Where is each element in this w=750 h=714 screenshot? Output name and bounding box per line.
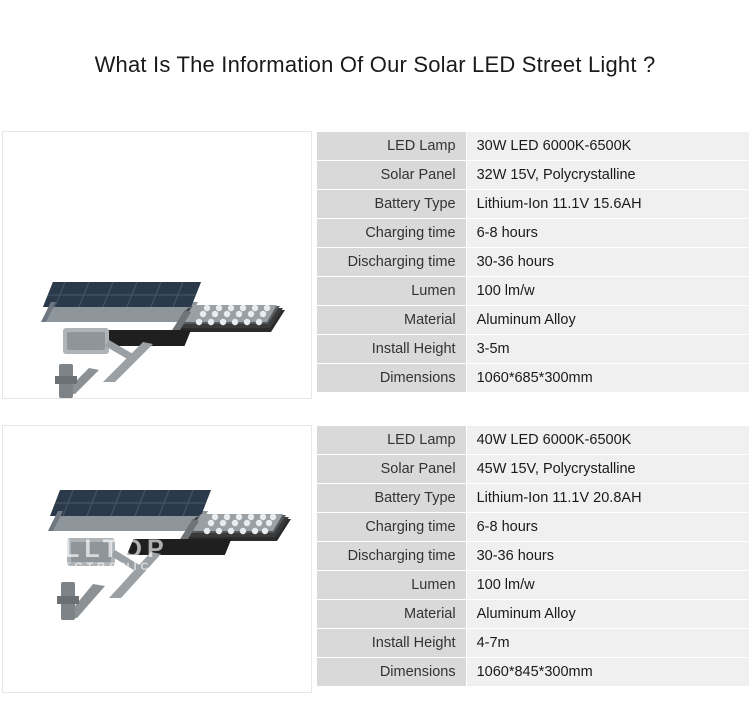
spec-key: Charging time — [316, 219, 466, 248]
spec-value: 6-8 hours — [466, 219, 749, 248]
spec-value: 30-36 hours — [466, 248, 749, 277]
spec-value: 6-8 hours — [466, 513, 749, 542]
table-row — [316, 571, 749, 600]
spec-value: 3-5m — [466, 335, 749, 364]
table-row — [316, 335, 749, 364]
product-image-2 — [2, 425, 312, 693]
product-image-1 — [2, 131, 312, 399]
spec-key: Lumen — [316, 571, 466, 600]
table-row — [316, 277, 749, 306]
table-row — [316, 161, 749, 190]
spec-key: LED Lamp — [316, 132, 466, 161]
spec-value: Aluminum Alloy — [466, 306, 749, 335]
spec-key: Dimensions — [316, 364, 466, 393]
table-row — [316, 248, 749, 277]
spec-table-2 — [316, 425, 750, 687]
table-row — [316, 658, 749, 687]
spec-value: 100 lm/w — [466, 277, 749, 306]
watermark: ALLTOP ELECTRONICS — [41, 535, 169, 574]
spec-value: 30-36 hours — [466, 542, 749, 571]
spec-key: Install Height — [316, 335, 466, 364]
table-row — [316, 513, 749, 542]
table-row — [316, 600, 749, 629]
spec-key: LED Lamp — [316, 426, 466, 455]
table-row — [316, 426, 749, 455]
spec-value: Aluminum Alloy — [466, 600, 749, 629]
solar-street-light-illustration-icon — [3, 132, 312, 399]
spec-value: 1060*845*300mm — [466, 658, 749, 687]
spec-value: 4-7m — [466, 629, 749, 658]
table-row — [316, 190, 749, 219]
spec-value: 30W LED 6000K-6500K — [466, 132, 749, 161]
spec-key: Discharging time — [316, 542, 466, 571]
spec-value: 40W LED 6000K-6500K — [466, 426, 749, 455]
spec-key: Install Height — [316, 629, 466, 658]
watermark: ALLTOP ELECTRONICS — [41, 241, 169, 280]
spec-value: Lithium-Ion 11.1V 15.6AH — [466, 190, 749, 219]
spec-key: Battery Type — [316, 190, 466, 219]
spec-value: 1060*685*300mm — [466, 364, 749, 393]
page-title: What Is The Information Of Our Solar LED Street Light ? — [94, 52, 656, 77]
spec-key: Battery Type — [316, 484, 466, 513]
spec-key: Solar Panel — [316, 455, 466, 484]
spec-key: Dimensions — [316, 658, 466, 687]
spec-key: Solar Panel — [316, 161, 466, 190]
spec-value: Lithium-Ion 11.1V 20.8AH — [466, 484, 749, 513]
spec-key: Discharging time — [316, 248, 466, 277]
table-row — [316, 542, 749, 571]
table-row — [316, 306, 749, 335]
solar-street-light-illustration-icon — [3, 426, 312, 693]
spec-key: Charging time — [316, 513, 466, 542]
table-row — [316, 629, 749, 658]
product-block-2 — [0, 425, 750, 693]
spec-value: 45W 15V, Polycrystalline — [466, 455, 749, 484]
table-row — [316, 364, 749, 393]
spec-table-1 — [316, 131, 750, 393]
spec-value: 100 lm/w — [466, 571, 749, 600]
table-row — [316, 484, 749, 513]
spec-value: 32W 15V, Polycrystalline — [466, 161, 749, 190]
spec-key: Material — [316, 600, 466, 629]
table-row — [316, 132, 749, 161]
product-block-1 — [0, 131, 750, 399]
table-row — [316, 455, 749, 484]
spec-key: Lumen — [316, 277, 466, 306]
table-row — [316, 219, 749, 248]
spec-key: Material — [316, 306, 466, 335]
